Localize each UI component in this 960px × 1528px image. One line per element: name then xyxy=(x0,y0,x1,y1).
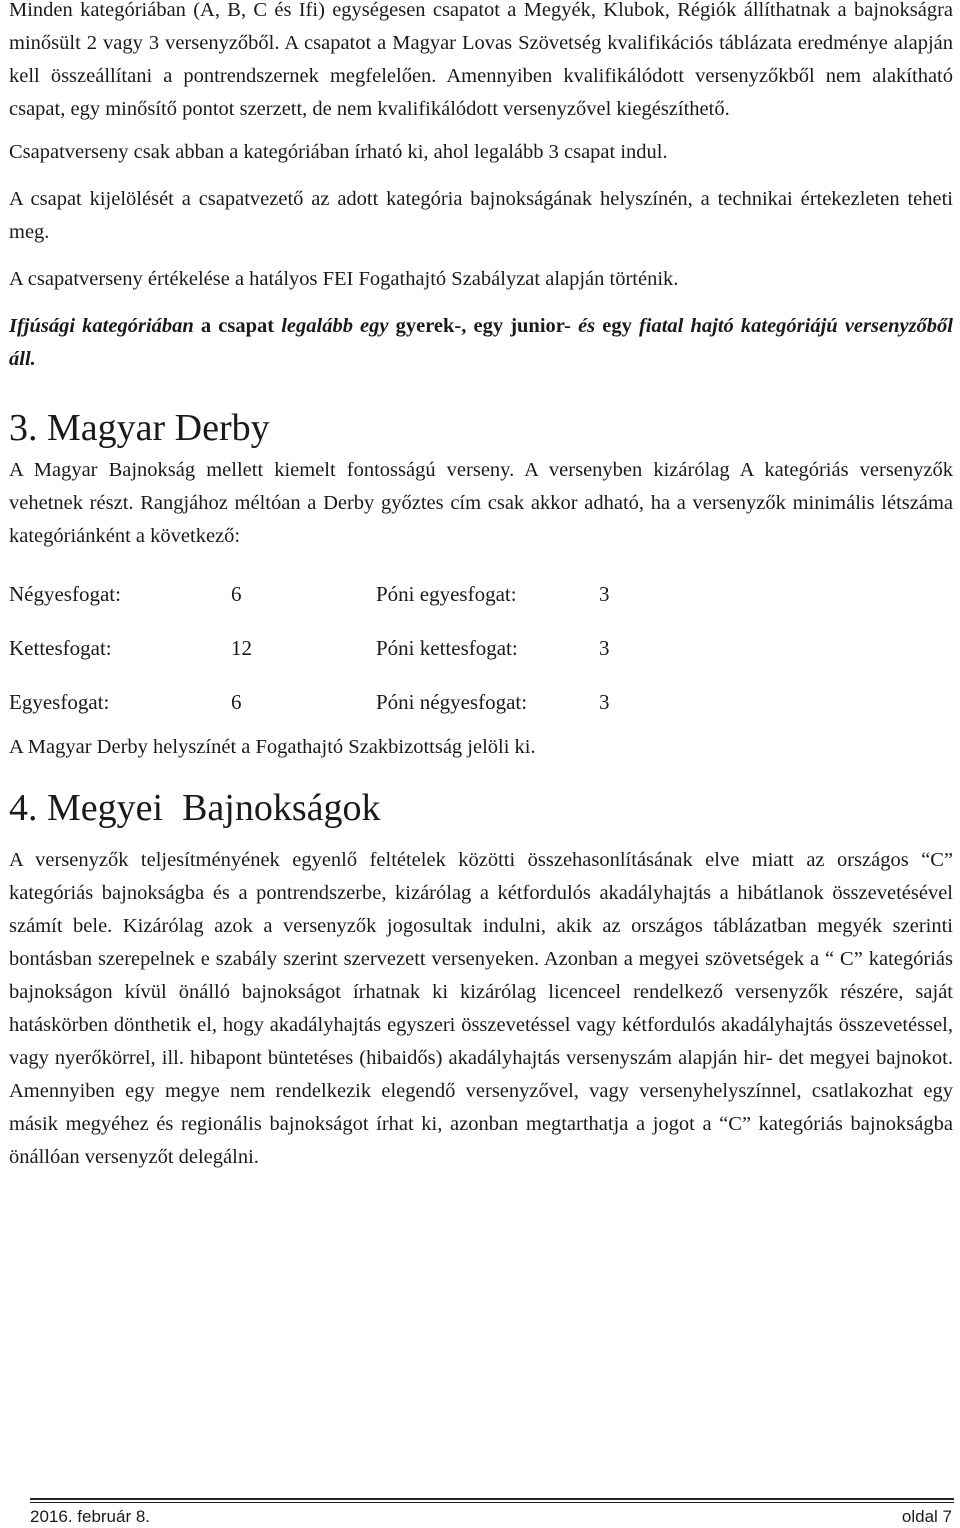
pony-category-label: Póni egyesfogat: xyxy=(376,582,517,606)
county-championships-paragraph: A versenyzők teljesítményének egyenlő feltételek közötti összehasonlításának elve miatt az országos “C” kategóriás bajnokságba és a pontrendszerbe, kizárólag a kétfordulós akadályhajtás a hibátlanok összevetésével számít bele. Kizárólag azok a versenyzők jogosultak indulni, akik az országos táblázatban megyék szerinti bontásban szerepelnek e szabály szerint szervezett versenyeken. Azonban a megyei szövetségek a “ C” kategóriás bajnokságon kívül önálló bajnokságot írhatnak ki kizárólag licenceel rendelkező versenyzők részére, saját hatáskörben dönthetik el, hogy akadályhajtás egyszeri összevetéssel vagy kétfordulós akadályhajtás összevetéssel, vagy nyerőkörrel, ill. hibapont büntetéses (hibaidős) akadályhajtás versenyszám alapján hir- det megyei bajnokot. Amennyiben egy megye nem rendelkezik elegendő versenyzővel, vagy versenyhelyszínnel, csatlakozhat egy másik megyéhez és regionális bajnokságot írhat ki, azonban megtarthatja a jogot a “C” kategóriás bajnokságba önállóan versenyzőt delegálni. xyxy=(9,849,959,1168)
table-row xyxy=(9,567,953,621)
category-label: Egyesfogat: xyxy=(9,690,110,714)
section-title-megyei-bajnoksagok: 4. Megyei Bajnokságok xyxy=(9,787,381,829)
team-designation-paragraph: A csapat kijelölését a csapatvezető az adott kategória bajnokságának helyszínén, a technikai értekezleten teheti meg. xyxy=(9,188,953,243)
team-evaluation-paragraph: A csapatverseny értékelése a hatályos FEI Fogathajtó Szabályzat alapján történik. xyxy=(9,268,679,290)
team-text: a csapat xyxy=(193,315,282,337)
pony-category-count: 3 xyxy=(599,582,610,606)
pony-category-count: 3 xyxy=(599,636,610,660)
footer-divider xyxy=(30,1498,954,1500)
category-label: Négyesfogat: xyxy=(9,582,121,606)
category-label: Kettesfogat: xyxy=(9,636,112,660)
derby-minimum-table xyxy=(9,567,953,729)
section-title-magyar-derby: 3. Magyar Derby xyxy=(9,407,270,449)
category-count: 6 xyxy=(231,582,242,606)
footer-page-number: oldal 7 xyxy=(901,1507,952,1526)
team-minimum-paragraph: Csapatverseny csak abban a kategóriában írható ki, ahol legalább 3 csapat indul. xyxy=(9,141,668,163)
pony-category-label: Póni kettesfogat: xyxy=(376,636,518,660)
category-count: 12 xyxy=(231,636,252,660)
table-row xyxy=(9,621,953,675)
pony-category-label: Póni négyesfogat: xyxy=(376,690,528,714)
team-composition-paragraph: Minden kategóriában (A, B, C és Ifi) egységesen csapatot a Megyék, Klubok, Régiók állíthatnak a bajnokságra minősült 2 vagy 3 versenyzőből. A csapatot a Magyar Lovas Szövetség kvalifikációs táblázata eredménye alapján kell összeállítani a pontrendszernek megfelelően. Amennyiben kvalifikálódott versenyzőkből nem alakítható csapat, egy minősítő pontot szerzett, de nem kvalifikálódott versenyzővel kiegészíthető. xyxy=(9,0,953,120)
derby-description-paragraph: A Magyar Bajnokság mellett kiemelt fontosságú verseny. A versenyben kizárólag A kategóriás versenyzők vehetnek részt. Rangjához méltóan a Derby győztes cím csak akkor adható, ha a versenyzők minimális létszáma kategóriánként a következő: xyxy=(9,459,953,547)
child-junior-text: gyerek-, egy junior- xyxy=(388,315,579,337)
page-footer xyxy=(30,1506,952,1528)
youth-category-text: Ifjúsági kategóriában xyxy=(9,315,194,337)
document-page xyxy=(9,0,959,1174)
table-row xyxy=(9,675,953,729)
and-text: és xyxy=(578,315,596,337)
pony-category-count: 3 xyxy=(599,690,610,714)
at-least-one-text: legalább egy xyxy=(281,315,389,337)
derby-venue-paragraph: A Magyar Derby helyszínét a Fogathajtó Szakbizottság jelöli ki. xyxy=(9,736,536,758)
young-driver-text: fiatal hajtó kategóriájú versenyzőből áll. xyxy=(9,315,953,370)
youth-team-paragraph xyxy=(9,310,953,376)
one-text: egy xyxy=(595,315,639,337)
category-count: 6 xyxy=(231,690,242,714)
footer-divider-thin xyxy=(30,1502,954,1503)
footer-date: 2016. február 8. xyxy=(30,1507,151,1526)
